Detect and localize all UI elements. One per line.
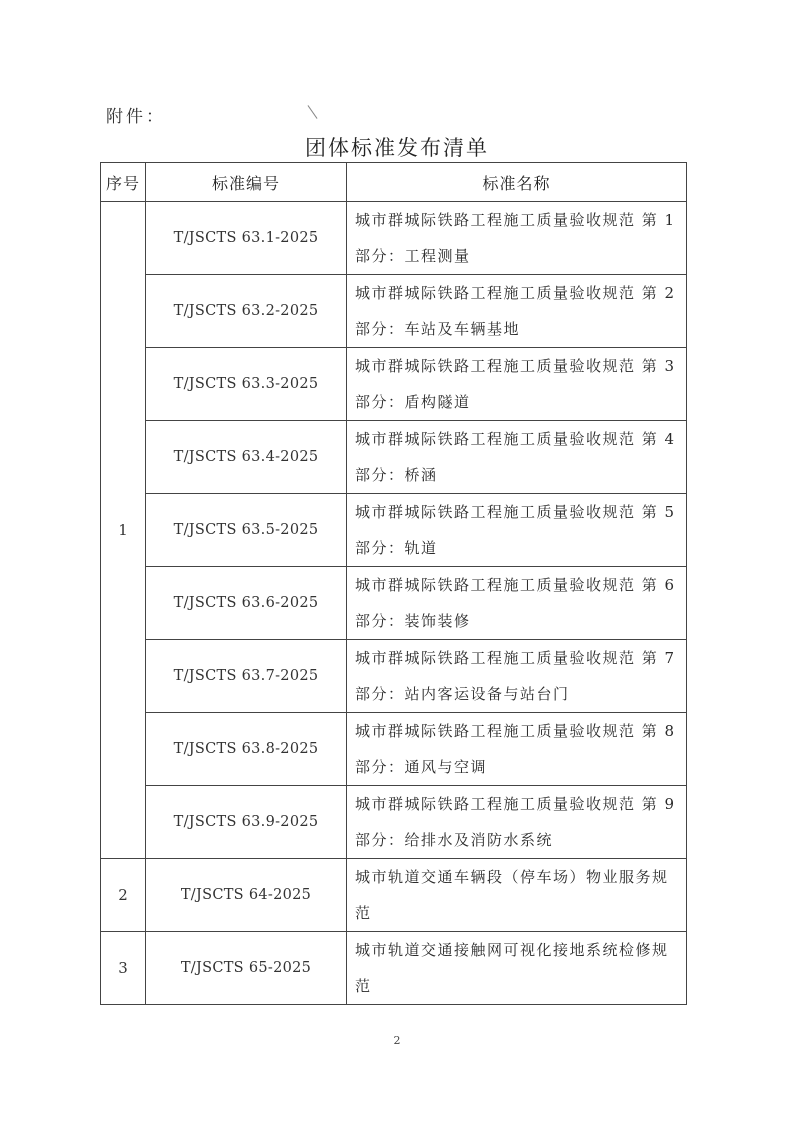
header-code: 标准编号 <box>146 163 347 202</box>
name-cell: 城市群城际铁路工程施工质量验收规范 第 1 部分：工程测量 <box>347 202 687 275</box>
name-cell: 城市群城际铁路工程施工质量验收规范 第 9 部分：给排水及消防水系统 <box>347 786 687 859</box>
code-cell: T/JSCTS 64-2025 <box>146 859 347 932</box>
table-row <box>101 494 687 567</box>
name-cell: 城市轨道交通接触网可视化接地系统检修规范 <box>347 932 687 1005</box>
seq-cell: 2 <box>101 859 146 932</box>
table-row <box>101 859 687 932</box>
code-cell: T/JSCTS 63.1-2025 <box>146 202 347 275</box>
code-cell: T/JSCTS 63.7-2025 <box>146 640 347 713</box>
table-row <box>101 640 687 713</box>
name-cell: 城市群城际铁路工程施工质量验收规范 第 3 部分：盾构隧道 <box>347 348 687 421</box>
table-row <box>101 202 687 275</box>
table-row <box>101 348 687 421</box>
standards-table <box>100 162 687 1005</box>
name-cell: 城市轨道交通车辆段（停车场）物业服务规范 <box>347 859 687 932</box>
document-title: 团体标准发布清单 <box>305 136 489 160</box>
attachment-label: 附件： <box>106 107 166 127</box>
stray-pen-mark <box>308 105 318 119</box>
table-row <box>101 713 687 786</box>
code-cell: T/JSCTS 63.4-2025 <box>146 421 347 494</box>
table-row <box>101 786 687 859</box>
header-name: 标准名称 <box>347 163 687 202</box>
code-cell: T/JSCTS 63.5-2025 <box>146 494 347 567</box>
page-number: 2 <box>393 1034 401 1047</box>
table-row <box>101 275 687 348</box>
name-cell: 城市群城际铁路工程施工质量验收规范 第 2 部分：车站及车辆基地 <box>347 275 687 348</box>
code-cell: T/JSCTS 63.9-2025 <box>146 786 347 859</box>
header-seq: 序号 <box>101 163 146 202</box>
code-cell: T/JSCTS 65-2025 <box>146 932 347 1005</box>
code-cell: T/JSCTS 63.3-2025 <box>146 348 347 421</box>
code-cell: T/JSCTS 63.6-2025 <box>146 567 347 640</box>
name-cell: 城市群城际铁路工程施工质量验收规范 第 7 部分：站内客运设备与站台门 <box>347 640 687 713</box>
name-cell: 城市群城际铁路工程施工质量验收规范 第 5 部分：轨道 <box>347 494 687 567</box>
table-row <box>101 421 687 494</box>
name-cell: 城市群城际铁路工程施工质量验收规范 第 6 部分：装饰装修 <box>347 567 687 640</box>
name-cell: 城市群城际铁路工程施工质量验收规范 第 8 部分：通风与空调 <box>347 713 687 786</box>
seq-cell: 3 <box>101 932 146 1005</box>
table-header-row <box>101 163 687 202</box>
code-cell: T/JSCTS 63.2-2025 <box>146 275 347 348</box>
table-row <box>101 932 687 1005</box>
seq-cell: 1 <box>101 202 146 859</box>
code-cell: T/JSCTS 63.8-2025 <box>146 713 347 786</box>
name-cell: 城市群城际铁路工程施工质量验收规范 第 4 部分：桥涵 <box>347 421 687 494</box>
table-row <box>101 567 687 640</box>
